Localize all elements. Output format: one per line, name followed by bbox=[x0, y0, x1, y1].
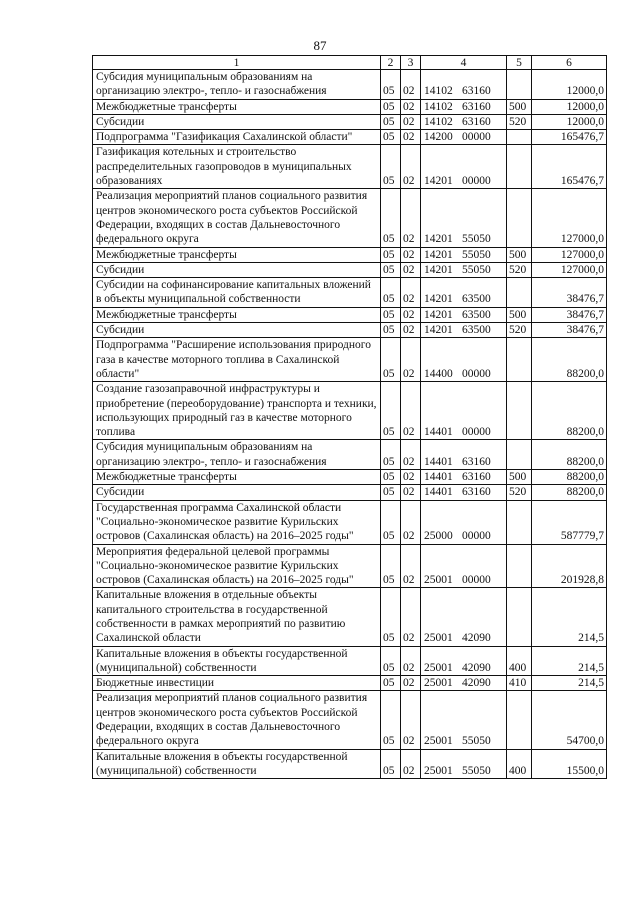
row-name: Бюджетные инвестиции bbox=[93, 676, 381, 691]
row-section: 05 bbox=[381, 440, 401, 470]
row-target-article-program: 14102 bbox=[424, 85, 453, 98]
row-amount: 38476,7 bbox=[532, 278, 607, 308]
row-section: 05 bbox=[381, 278, 401, 308]
table-row bbox=[93, 307, 607, 322]
row-name: Реализация мероприятий планов социального развития центров экономического роста субъектов Российской Федерации, входящих в состав Дальневосточного федерального округа bbox=[93, 189, 381, 247]
row-target-article bbox=[421, 470, 507, 485]
row-name: Подпрограмма "Газификация Сахалинской области" bbox=[93, 130, 381, 145]
row-subsection: 02 bbox=[401, 145, 421, 189]
row-expense-type bbox=[507, 189, 532, 247]
row-target-article-program: 14201 bbox=[424, 308, 453, 321]
row-target-article bbox=[421, 749, 507, 779]
row-target-article bbox=[421, 307, 507, 322]
table-row bbox=[93, 130, 607, 145]
row-target-article bbox=[421, 189, 507, 247]
row-name: Капитальные вложения в объекты государственной (муниципальной) собственности bbox=[93, 646, 381, 676]
table-row bbox=[93, 262, 607, 277]
row-target-article-direction: 00000 bbox=[462, 574, 491, 587]
row-amount: 214,5 bbox=[532, 676, 607, 691]
row-name: Межбюджетные трансферты bbox=[93, 307, 381, 322]
row-target-article-direction: 00000 bbox=[462, 131, 491, 144]
budget-table bbox=[92, 55, 607, 779]
row-expense-type: 500 bbox=[507, 470, 532, 485]
row-expense-type bbox=[507, 130, 532, 145]
row-target-article-direction: 00000 bbox=[462, 530, 491, 543]
row-expense-type: 500 bbox=[507, 247, 532, 262]
row-target-article-direction: 00000 bbox=[462, 426, 491, 439]
row-subsection: 02 bbox=[401, 382, 421, 440]
row-section: 05 bbox=[381, 470, 401, 485]
row-name: Межбюджетные трансферты bbox=[93, 470, 381, 485]
row-section: 05 bbox=[381, 70, 401, 100]
row-target-article bbox=[421, 588, 507, 646]
row-expense-type bbox=[507, 588, 532, 646]
row-amount: 127000,0 bbox=[532, 189, 607, 247]
row-amount: 127000,0 bbox=[532, 247, 607, 262]
row-target-article-program: 14201 bbox=[424, 263, 453, 276]
row-amount: 165476,7 bbox=[532, 130, 607, 145]
row-subsection: 02 bbox=[401, 749, 421, 779]
row-target-article-program: 14400 bbox=[424, 367, 453, 380]
row-expense-type: 500 bbox=[507, 99, 532, 114]
row-expense-type bbox=[507, 278, 532, 308]
row-subsection: 02 bbox=[401, 307, 421, 322]
row-section: 05 bbox=[381, 382, 401, 440]
row-amount: 88200,0 bbox=[532, 485, 607, 500]
row-subsection: 02 bbox=[401, 70, 421, 100]
row-target-article bbox=[421, 544, 507, 588]
table-row bbox=[93, 99, 607, 114]
row-expense-type: 500 bbox=[507, 307, 532, 322]
row-name: Реализация мероприятий планов социального развития центров экономического роста субъектов Российской Федерации, входящих в состав Дальневосточного федерального округа bbox=[93, 691, 381, 749]
table-row bbox=[93, 323, 607, 338]
table-row bbox=[93, 247, 607, 262]
table-row bbox=[93, 485, 607, 500]
row-section: 05 bbox=[381, 130, 401, 145]
row-name: Субсидии bbox=[93, 262, 381, 277]
row-amount: 38476,7 bbox=[532, 307, 607, 322]
row-name: Субсидии bbox=[93, 323, 381, 338]
row-section: 05 bbox=[381, 323, 401, 338]
row-target-article bbox=[421, 99, 507, 114]
row-target-article-program: 14201 bbox=[424, 175, 453, 188]
table-row bbox=[93, 114, 607, 129]
row-expense-type: 400 bbox=[507, 646, 532, 676]
row-section: 05 bbox=[381, 691, 401, 749]
table-row bbox=[93, 544, 607, 588]
row-name: Субсидия муниципальным образованиям на организацию электро-, тепло- и газоснабжения bbox=[93, 440, 381, 470]
row-target-article bbox=[421, 130, 507, 145]
table-row bbox=[93, 382, 607, 440]
row-amount: 88200,0 bbox=[532, 470, 607, 485]
row-subsection: 02 bbox=[401, 544, 421, 588]
row-target-article-program: 14401 bbox=[424, 486, 453, 499]
row-target-article-direction: 63160 bbox=[462, 115, 491, 128]
table-row bbox=[93, 70, 607, 100]
row-amount: 15500,0 bbox=[532, 749, 607, 779]
row-section: 05 bbox=[381, 307, 401, 322]
row-target-article-direction: 55050 bbox=[462, 263, 491, 276]
row-amount: 214,5 bbox=[532, 646, 607, 676]
row-subsection: 02 bbox=[401, 247, 421, 262]
row-target-article-direction: 55050 bbox=[462, 735, 491, 748]
row-amount: 12000,0 bbox=[532, 99, 607, 114]
row-target-article-direction: 63500 bbox=[462, 324, 491, 337]
row-target-article-direction: 63160 bbox=[462, 471, 491, 484]
row-target-article bbox=[421, 676, 507, 691]
row-name: Подпрограмма "Расширение использования природного газа в качестве моторного топлива в Сахалинской области" bbox=[93, 338, 381, 382]
row-target-article-program: 14201 bbox=[424, 324, 453, 337]
row-target-article-program: 25001 bbox=[424, 764, 453, 777]
row-name: Межбюджетные трансферты bbox=[93, 99, 381, 114]
row-subsection: 02 bbox=[401, 130, 421, 145]
row-target-article-program: 14200 bbox=[424, 131, 453, 144]
table-row bbox=[93, 749, 607, 779]
header-col-3: 3 bbox=[401, 56, 421, 70]
row-target-article bbox=[421, 114, 507, 129]
row-target-article-program: 14201 bbox=[424, 233, 453, 246]
row-target-article bbox=[421, 500, 507, 544]
row-amount: 38476,7 bbox=[532, 323, 607, 338]
row-target-article-program: 25001 bbox=[424, 735, 453, 748]
row-section: 05 bbox=[381, 676, 401, 691]
row-target-article-direction: 42090 bbox=[462, 677, 491, 690]
table-header-row bbox=[93, 56, 607, 70]
row-amount: 88200,0 bbox=[532, 440, 607, 470]
row-expense-type: 520 bbox=[507, 323, 532, 338]
row-expense-type bbox=[507, 500, 532, 544]
row-amount: 12000,0 bbox=[532, 70, 607, 100]
row-target-article bbox=[421, 262, 507, 277]
row-target-article-program: 14102 bbox=[424, 100, 453, 113]
row-target-article-direction: 00000 bbox=[462, 175, 491, 188]
row-subsection: 02 bbox=[401, 114, 421, 129]
row-section: 05 bbox=[381, 114, 401, 129]
header-col-1: 1 bbox=[93, 56, 381, 70]
page-number: 87 bbox=[313, 38, 327, 53]
row-target-article-program: 25001 bbox=[424, 574, 453, 587]
row-expense-type: 400 bbox=[507, 749, 532, 779]
row-target-article bbox=[421, 440, 507, 470]
row-target-article-program: 14401 bbox=[424, 471, 453, 484]
row-section: 05 bbox=[381, 485, 401, 500]
row-subsection: 02 bbox=[401, 189, 421, 247]
row-section: 05 bbox=[381, 145, 401, 189]
row-name: Субсидии bbox=[93, 114, 381, 129]
row-target-article-program: 14201 bbox=[424, 248, 453, 261]
row-amount: 88200,0 bbox=[532, 382, 607, 440]
header-col-6: 6 bbox=[532, 56, 607, 70]
table-row bbox=[93, 646, 607, 676]
row-target-article bbox=[421, 145, 507, 189]
table-row bbox=[93, 278, 607, 308]
row-target-article-direction: 63500 bbox=[462, 293, 491, 306]
table-row bbox=[93, 691, 607, 749]
row-target-article-program: 25001 bbox=[424, 677, 453, 690]
row-target-article-program: 14401 bbox=[424, 426, 453, 439]
row-section: 05 bbox=[381, 646, 401, 676]
row-expense-type: 520 bbox=[507, 262, 532, 277]
row-amount: 127000,0 bbox=[532, 262, 607, 277]
table-row bbox=[93, 338, 607, 382]
row-target-article-direction: 63160 bbox=[462, 486, 491, 499]
row-subsection: 02 bbox=[401, 99, 421, 114]
row-subsection: 02 bbox=[401, 500, 421, 544]
row-subsection: 02 bbox=[401, 323, 421, 338]
row-expense-type: 520 bbox=[507, 485, 532, 500]
row-subsection: 02 bbox=[401, 646, 421, 676]
row-name: Капитальные вложения в объекты государственной (муниципальной) собственности bbox=[93, 749, 381, 779]
row-target-article-program: 14401 bbox=[424, 455, 453, 468]
row-target-article bbox=[421, 338, 507, 382]
row-section: 05 bbox=[381, 500, 401, 544]
row-target-article-program: 25000 bbox=[424, 530, 453, 543]
row-target-article-direction: 42090 bbox=[462, 632, 491, 645]
row-name: Государственная программа Сахалинской области "Социально-экономическое развитие Курильских островов (Сахалинская область) на 2016–2025 годы" bbox=[93, 500, 381, 544]
row-name: Газификация котельных и строительство распределительных газопроводов в муниципальных образованиях bbox=[93, 145, 381, 189]
row-name: Субсидии на софинансирование капитальных вложений в объекты муниципальной собственности bbox=[93, 278, 381, 308]
row-target-article bbox=[421, 278, 507, 308]
row-target-article bbox=[421, 691, 507, 749]
table-row bbox=[93, 145, 607, 189]
row-expense-type bbox=[507, 70, 532, 100]
row-section: 05 bbox=[381, 749, 401, 779]
row-amount: 88200,0 bbox=[532, 338, 607, 382]
row-subsection: 02 bbox=[401, 262, 421, 277]
row-amount: 12000,0 bbox=[532, 114, 607, 129]
table-row bbox=[93, 500, 607, 544]
row-name: Мероприятия федеральной целевой программы "Социально-экономическое развитие Курильских островов (Сахалинская область) на 2016–2025 годы" bbox=[93, 544, 381, 588]
table-row bbox=[93, 189, 607, 247]
row-name: Субсидия муниципальным образованиям на организацию электро-, тепло- и газоснабжения bbox=[93, 70, 381, 100]
row-name: Межбюджетные трансферты bbox=[93, 247, 381, 262]
row-target-article-program: 25001 bbox=[424, 632, 453, 645]
row-amount: 587779,7 bbox=[532, 500, 607, 544]
row-expense-type bbox=[507, 691, 532, 749]
row-expense-type bbox=[507, 338, 532, 382]
row-target-article-direction: 63500 bbox=[462, 308, 491, 321]
row-subsection: 02 bbox=[401, 485, 421, 500]
row-target-article-direction: 63160 bbox=[462, 85, 491, 98]
row-target-article bbox=[421, 323, 507, 338]
header-col-2: 2 bbox=[381, 56, 401, 70]
row-subsection: 02 bbox=[401, 440, 421, 470]
row-target-article-program: 14102 bbox=[424, 115, 453, 128]
header-col-5: 5 bbox=[507, 56, 532, 70]
table-row bbox=[93, 470, 607, 485]
table-row bbox=[93, 440, 607, 470]
row-expense-type: 410 bbox=[507, 676, 532, 691]
row-expense-type: 520 bbox=[507, 114, 532, 129]
row-section: 05 bbox=[381, 247, 401, 262]
row-section: 05 bbox=[381, 99, 401, 114]
row-section: 05 bbox=[381, 338, 401, 382]
row-name: Субсидии bbox=[93, 485, 381, 500]
row-target-article-direction: 55050 bbox=[462, 248, 491, 261]
row-amount: 214,5 bbox=[532, 588, 607, 646]
row-target-article bbox=[421, 382, 507, 440]
row-target-article-program: 25001 bbox=[424, 661, 453, 674]
row-target-article-program: 14201 bbox=[424, 293, 453, 306]
row-expense-type bbox=[507, 544, 532, 588]
row-subsection: 02 bbox=[401, 470, 421, 485]
row-section: 05 bbox=[381, 262, 401, 277]
row-subsection: 02 bbox=[401, 691, 421, 749]
table-row bbox=[93, 588, 607, 646]
row-subsection: 02 bbox=[401, 338, 421, 382]
row-target-article bbox=[421, 70, 507, 100]
row-section: 05 bbox=[381, 588, 401, 646]
table-body bbox=[93, 70, 607, 779]
row-target-article-direction: 42090 bbox=[462, 661, 491, 674]
row-section: 05 bbox=[381, 189, 401, 247]
row-section: 05 bbox=[381, 544, 401, 588]
row-expense-type bbox=[507, 440, 532, 470]
row-amount: 165476,7 bbox=[532, 145, 607, 189]
row-target-article-direction: 63160 bbox=[462, 455, 491, 468]
row-target-article-direction: 63160 bbox=[462, 100, 491, 113]
row-amount: 54700,0 bbox=[532, 691, 607, 749]
row-name: Капитальные вложения в отдельные объекты капитального строительства в государственной собственности в рамках мероприятий по развитию Сахалинской области bbox=[93, 588, 381, 646]
row-name: Создание газозаправочной инфраструктуры и приобретение (переоборудование) транспорта и техники, использующих природный газ в качестве моторного топлива bbox=[93, 382, 381, 440]
row-subsection: 02 bbox=[401, 278, 421, 308]
row-expense-type bbox=[507, 145, 532, 189]
row-target-article-direction: 55050 bbox=[462, 764, 491, 777]
row-expense-type bbox=[507, 382, 532, 440]
row-subsection: 02 bbox=[401, 588, 421, 646]
row-target-article bbox=[421, 247, 507, 262]
row-target-article-direction: 55050 bbox=[462, 233, 491, 246]
row-target-article-direction: 00000 bbox=[462, 367, 491, 380]
table-row bbox=[93, 676, 607, 691]
row-amount: 201928,8 bbox=[532, 544, 607, 588]
row-target-article bbox=[421, 646, 507, 676]
header-col-4: 4 bbox=[421, 56, 507, 70]
row-subsection: 02 bbox=[401, 676, 421, 691]
row-target-article bbox=[421, 485, 507, 500]
